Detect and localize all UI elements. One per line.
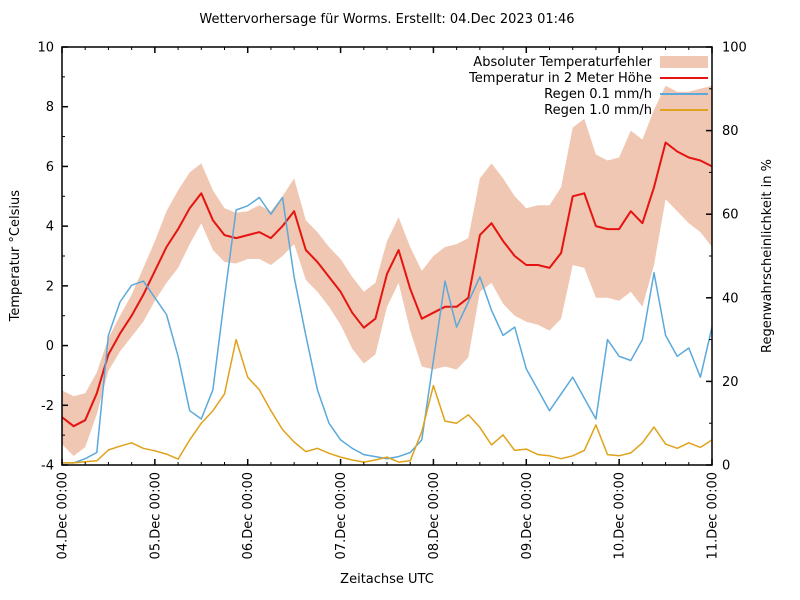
temperature-line-swatch	[660, 77, 708, 79]
series-regen-1-0-mm-h	[62, 340, 712, 463]
x-tick-label: 09.Dec 00:00	[519, 472, 535, 560]
y-left-tick-label: 10	[37, 40, 54, 56]
band-swatch	[660, 56, 708, 68]
x-tick-label: 08.Dec 00:00	[426, 472, 442, 560]
y-left-tick-label: 8	[45, 100, 54, 116]
chart-title: Wettervorhersage für Worms. Erstellt: 04.Dec 2023 01:46	[199, 12, 575, 27]
legend-label: Absoluter Temperaturfehler	[473, 54, 652, 70]
y-right-tick-label: 40	[722, 291, 739, 307]
y-left-tick-label: -2	[41, 398, 54, 414]
legend-row-temperature-error	[62, 54, 708, 70]
y-right-tick-label: 20	[722, 374, 739, 390]
rain10-line-swatch	[660, 109, 708, 111]
y-right-tick-label: 80	[722, 124, 739, 140]
y-left-tick-label: -4	[41, 458, 54, 474]
legend-label: Regen 1.0 mm/h	[544, 102, 652, 118]
x-tick-label: 10.Dec 00:00	[612, 472, 628, 560]
legend-row-temperature	[62, 70, 708, 86]
x-tick-label: 11.Dec 00:00	[705, 472, 721, 560]
x-tick-label: 05.Dec 00:00	[148, 472, 164, 560]
y-left-tick-label: 0	[45, 339, 54, 355]
y-left-tick-label: 4	[45, 219, 54, 235]
y-left-axis-label-wrap	[8, 47, 23, 465]
legend-label: Temperatur in 2 Meter Höhe	[469, 70, 652, 86]
y-right-tick-label: 100	[722, 40, 747, 56]
y-left-axis-label: Temperatur °Celsius	[8, 190, 23, 322]
legend-row-rain01	[62, 86, 708, 102]
x-tick-label: 04.Dec 00:00	[55, 472, 71, 560]
legend-label: Regen 0.1 mm/h	[544, 86, 652, 102]
rain01-line-swatch	[660, 93, 708, 95]
y-right-axis-label: Regenwahrscheinlichkeit in %	[760, 159, 775, 353]
x-axis-label: Zeitachse UTC	[340, 572, 434, 587]
legend-row-rain10	[62, 102, 708, 118]
y-right-axis-label-wrap	[760, 47, 775, 465]
y-right-tick-label: 0	[722, 458, 731, 474]
x-tick-label: 07.Dec 00:00	[334, 472, 350, 560]
x-tick-label: 06.Dec 00:00	[241, 472, 257, 560]
y-right-tick-label: 60	[722, 207, 739, 223]
y-left-tick-label: 2	[45, 279, 54, 295]
temperature-error-band	[62, 86, 712, 456]
legend	[62, 54, 708, 118]
y-left-tick-label: 6	[45, 159, 54, 175]
